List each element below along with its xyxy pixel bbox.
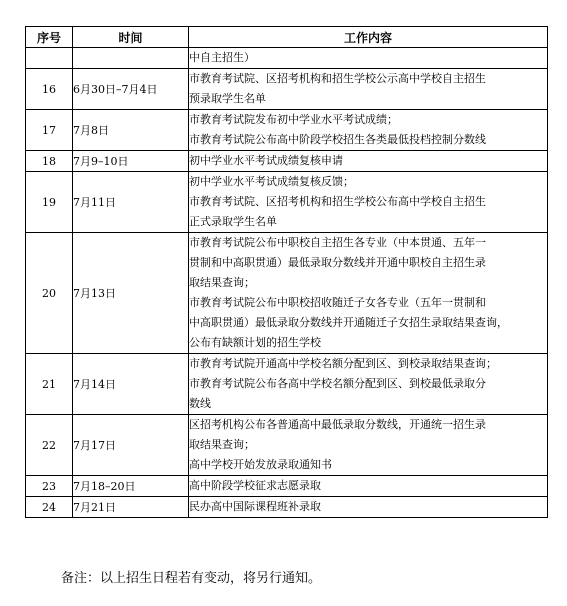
row-work-content <box>189 476 548 497</box>
row-work-content <box>189 151 548 172</box>
work-line: 取结果查询； <box>189 276 255 289</box>
work-line: 市教育考试院公布各高中学校名额分配到区、到校最低录取分 <box>189 377 486 390</box>
row-index: 19 <box>26 172 73 233</box>
row-index: 16 <box>26 69 73 110</box>
row-work-content <box>189 354 548 415</box>
table-row <box>26 48 548 69</box>
table-header-row <box>26 27 548 48</box>
header-time: 时间 <box>73 27 189 48</box>
table-row <box>26 233 548 354</box>
work-line: 数线 <box>189 397 211 410</box>
schedule-table <box>25 26 548 518</box>
row-index: 21 <box>26 354 73 415</box>
work-line: 公布有缺额计划的招生学校 <box>189 336 321 349</box>
work-line: 预录取学生名单 <box>189 92 266 105</box>
row-work-content <box>189 110 548 151</box>
row-time: 7月14日 <box>73 354 189 415</box>
row-index <box>26 48 73 69</box>
work-line: 市教育考试院公布高中阶段学校招生各类最低投档控制分数线 <box>189 133 486 146</box>
row-time: 7月21日 <box>73 497 189 518</box>
row-time: 7月17日 <box>73 415 189 476</box>
work-line: 贯制和中高职贯通）最低录取分数线并开通中职校自主招生录 <box>189 256 486 269</box>
table-row <box>26 110 548 151</box>
table-row <box>26 476 548 497</box>
row-index: 22 <box>26 415 73 476</box>
table-body <box>26 48 548 518</box>
work-line: 中高职贯通）最低录取分数线并开通随迁子女招生录取结果查询， <box>189 316 508 329</box>
row-time: 7月8日 <box>73 110 189 151</box>
row-work-content <box>189 497 548 518</box>
row-work-content <box>189 48 548 69</box>
table-row <box>26 69 548 110</box>
row-work-content <box>189 415 548 476</box>
table-row <box>26 354 548 415</box>
row-index: 20 <box>26 233 73 354</box>
row-time: 6月30日–7月4日 <box>73 69 189 110</box>
row-time <box>73 48 189 69</box>
row-time: 7月11日 <box>73 172 189 233</box>
header-index: 序号 <box>26 27 73 48</box>
work-line: 区招考机构公布各普通高中最低录取分数线，开通统一招生录 <box>189 418 486 431</box>
row-index: 24 <box>26 497 73 518</box>
work-line: 正式录取学生名单 <box>189 215 277 228</box>
work-line: 市教育考试院、区招考机构和招生学校公示高中学校自主招生 <box>189 72 486 85</box>
work-line: 高中阶段学校征求志愿录取 <box>189 479 321 492</box>
work-line: 初中学业水平考试成绩复核申请 <box>189 154 343 167</box>
work-line: 高中学校开始发放录取通知书 <box>189 458 332 471</box>
work-line: 市教育考试院开通高中学校名额分配到区、到校录取结果查询； <box>189 357 497 370</box>
table-row <box>26 415 548 476</box>
header-work-content: 工作内容 <box>189 27 548 48</box>
work-line: 中自主招生） <box>189 51 255 64</box>
row-time: 7月9–10日 <box>73 151 189 172</box>
work-line: 初中学业水平考试成绩复核反馈； <box>189 175 354 188</box>
row-work-content <box>189 233 548 354</box>
footnote: 备注：以上招生日程若有变动，将另行通知。 <box>61 571 322 586</box>
table-row <box>26 151 548 172</box>
row-index: 23 <box>26 476 73 497</box>
row-time: 7月18–20日 <box>73 476 189 497</box>
row-index: 17 <box>26 110 73 151</box>
work-line: 市教育考试院公布中职校自主招生各专业（中本贯通、五年一 <box>189 236 486 249</box>
work-line: 取结果查询； <box>189 438 255 451</box>
row-work-content <box>189 69 548 110</box>
work-line: 民办高中国际课程班补录取 <box>189 500 321 513</box>
work-line: 市教育考试院发布初中学业水平考试成绩； <box>189 113 398 126</box>
table-row <box>26 172 548 233</box>
row-index: 18 <box>26 151 73 172</box>
table-row <box>26 497 548 518</box>
work-line: 市教育考试院公布中职校招收随迁子女各专业（五年一贯制和 <box>189 296 486 309</box>
work-line: 市教育考试院、区招考机构和招生学校公布高中学校自主招生 <box>189 195 486 208</box>
row-work-content <box>189 172 548 233</box>
row-time: 7月13日 <box>73 233 189 354</box>
